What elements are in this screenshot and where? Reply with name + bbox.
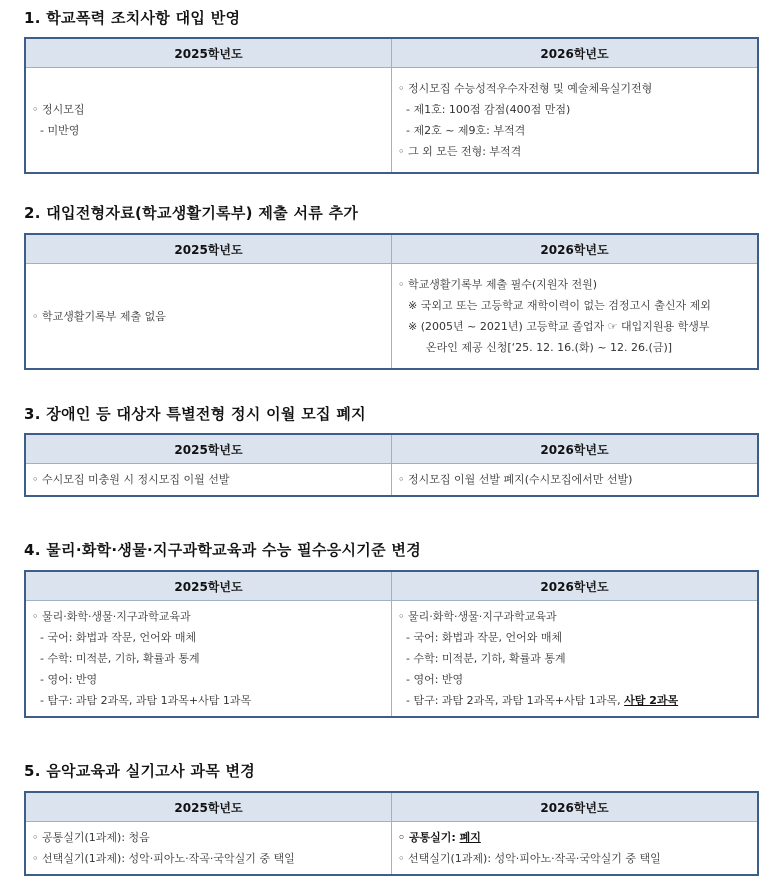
- text-line: ◦ 정시모집 이월 선발 폐지(수시모집에서만 선발): [398, 473, 633, 486]
- text-line: ※ 국외고 또는 고등학교 재학이력이 없는 검정고시 출신자 제외: [408, 299, 711, 312]
- section-2: [24, 203, 759, 354]
- header-2026: 2026학년도: [392, 434, 759, 464]
- text-line: - 국어: 화법과 작문, 언어와 매체: [406, 631, 563, 644]
- text-line: - 수학: 미적분, 기하, 확률과 통계: [406, 652, 566, 665]
- header-2026: 2026학년도: [392, 38, 759, 68]
- header-2026: 2026학년도: [392, 234, 759, 264]
- section-2-title: 2. 대입전형자료(학교생활기록부) 제출 서류 추가: [24, 204, 359, 222]
- section-3: [24, 404, 759, 486]
- text-line: - 제2호 ~ 제9호: 부적격: [406, 124, 526, 137]
- text-line: [398, 690, 751, 711]
- text-line: ◦ 학교생활기록부 제출 없음: [32, 309, 166, 323]
- cell-2026: [392, 601, 759, 718]
- text-line: - 영어: 반영: [40, 673, 98, 686]
- section-1-table: [24, 37, 759, 174]
- cell-2026: [392, 464, 759, 497]
- cell-2025: [25, 822, 392, 876]
- section-4-table: [24, 570, 759, 718]
- section-1: [24, 8, 759, 158]
- text-line: - 탐구: 과탐 2과목, 과탐 1과목+사탐 1과목: [40, 694, 252, 707]
- text-line: ◦ 선택실기(1과제): 성악·피아노·작곡·국악실기 중 택일: [32, 852, 295, 865]
- cell-2025: [25, 464, 392, 497]
- text-line: [398, 827, 751, 848]
- cell-2025: [25, 601, 392, 718]
- text-line: - 제1호: 100점 감점(400점 만점): [406, 103, 571, 116]
- cell-2026: [392, 264, 759, 370]
- text-line: ◦ 공통실기(1과제): 청음: [32, 831, 150, 844]
- text-line: ◦ 수시모집 미충원 시 정시모집 이월 선발: [32, 473, 230, 486]
- text-line: ◦ 그 외 모든 전형: 부적격: [398, 145, 522, 158]
- cell-2025: [25, 68, 392, 174]
- cell-2026: [392, 822, 759, 876]
- header-2025: 2025학년도: [25, 234, 392, 264]
- text-line: - 미반영: [40, 124, 80, 137]
- header-2025: 2025학년도: [25, 434, 392, 464]
- emphasis-text: 폐지: [459, 831, 481, 844]
- text-line: - 영어: 반영: [406, 673, 464, 686]
- header-2025: 2025학년도: [25, 38, 392, 68]
- section-3-title: 3. 장애인 등 대상자 특별전형 정시 이월 모집 폐지: [24, 405, 366, 423]
- section-5-table: [24, 791, 759, 876]
- section-3-table: [24, 433, 759, 497]
- section-4-title: 4. 물리·화학·생물·지구과학교육과 수능 필수응시기준 변경: [24, 541, 421, 559]
- text-line-prefix: ◦ 공통실기:: [398, 831, 460, 844]
- text-line: ◦ 정시모집: [32, 103, 85, 116]
- text-line: - 수학: 미적분, 기하, 확률과 통계: [40, 652, 200, 665]
- text-line: - 국어: 화법과 작문, 언어와 매체: [40, 631, 197, 644]
- cell-2025: [25, 264, 392, 370]
- text-line: ◦ 선택실기(1과제): 성악·피아노·작곡·국악실기 중 택일: [398, 852, 661, 865]
- text-line: ◦ 물리·화학·생물·지구과학교육과: [32, 610, 191, 623]
- header-2026: 2026학년도: [392, 571, 759, 601]
- section-4: [24, 540, 759, 707]
- cell-2026: [392, 68, 759, 174]
- header-2025: 2025학년도: [25, 792, 392, 822]
- header-2026: 2026학년도: [392, 792, 759, 822]
- section-5-title: 5. 음악교육과 실기고사 과목 변경: [24, 762, 256, 780]
- text-line: ◦ 물리·화학·생물·지구과학교육과: [398, 610, 557, 623]
- text-line: 온라인 제공 신청[‘25. 12. 16.(화) ~ 12. 26.(금)]: [426, 341, 673, 354]
- text-line: ◦ 정시모집 수능성적우수자전형 및 예술체육실기전형: [398, 82, 653, 95]
- text-line: ◦ 학교생활기록부 제출 필수(지원자 전원): [398, 278, 598, 291]
- header-2025: 2025학년도: [25, 571, 392, 601]
- emphasis-text: 사탐 2과목: [624, 694, 679, 707]
- section-1-title: 1. 학교폭력 조치사항 대입 반영: [24, 9, 241, 27]
- section-5: [24, 761, 759, 865]
- text-line: ※ (2005년 ~ 2021년) 고등학교 졸업자 ☞ 대입지원용 학생부: [408, 320, 710, 333]
- section-2-table: [24, 233, 759, 370]
- text-line-prefix: - 탐구: 과탐 2과목, 과탐 1과목+사탐 1과목,: [406, 694, 625, 707]
